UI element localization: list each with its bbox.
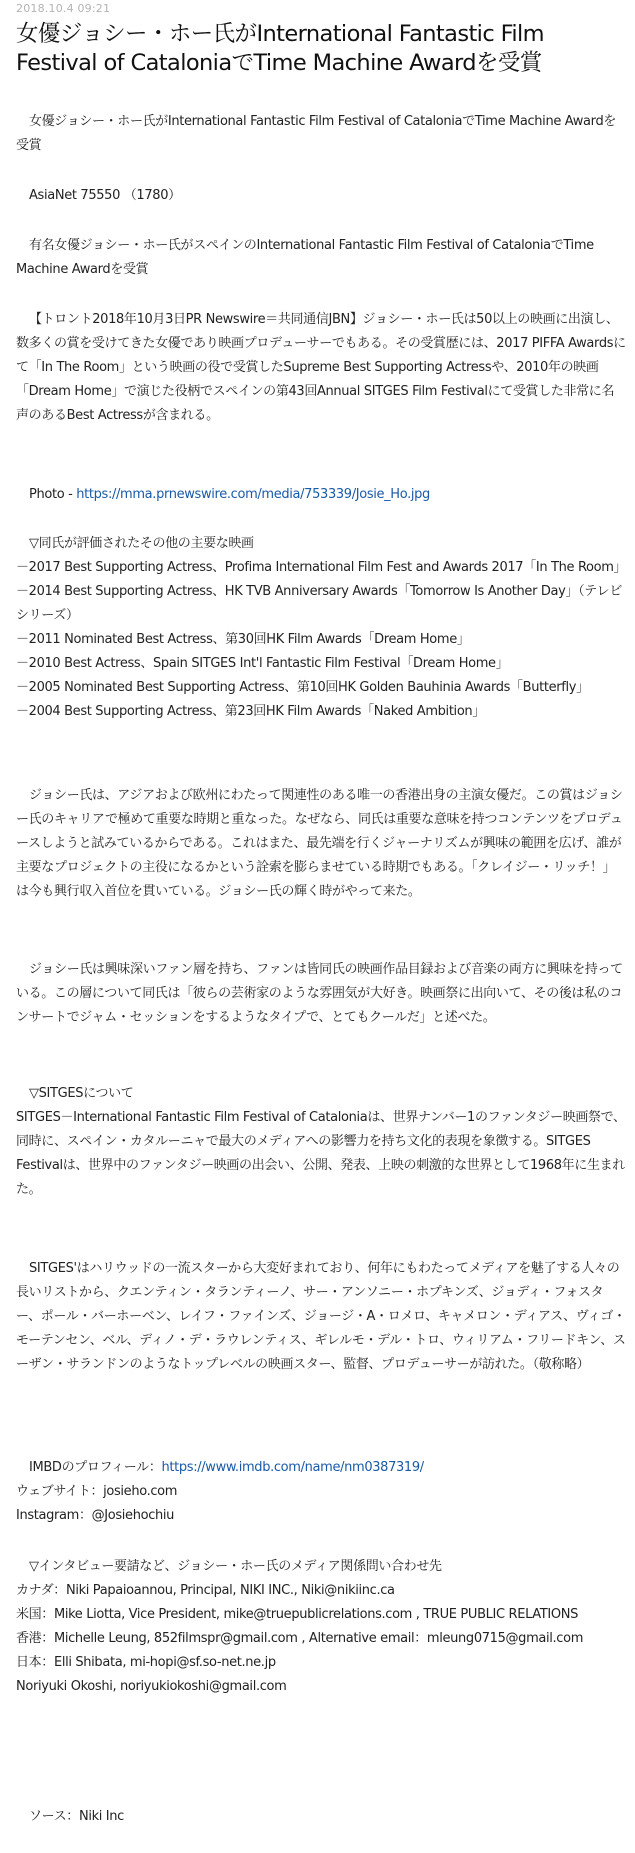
article-title: 女優ジョシー・ホー氏がInternational Fantastic Film Festival of CataloniaでTime Machine Awardを受賞 bbox=[16, 21, 544, 76]
photo-link[interactable]: https://mma.prnewswire.com/media/753339/Josie_Ho.jpg bbox=[76, 487, 430, 502]
fans-paragraph: ジョシー氏は興味深いファン層を持ち、ファンは皆同氏の映画作品目録および音楽の両方に興味を持っている。この層について同氏は「彼らの芸術家のような雰囲気が大好き。映画祭に出向いて、その後は私のコンサートでジャム・セッションをするようなタイプで、とてもクールだ」と述べた。 bbox=[16, 962, 623, 1025]
source-line: ソース：Niki Inc bbox=[29, 1809, 124, 1824]
profile-section bbox=[16, 1456, 626, 1528]
film-item: －2017 Best Supporting Actress、Profima International Film Fest and Awards 2017「In The Room」 bbox=[16, 560, 627, 575]
subhead-paragraph: 有名女優ジョシー・ホー氏がスペインのInternational Fantastic Film Festival of CataloniaでTime Machine Awardを受賞 bbox=[16, 238, 594, 277]
lead-paragraph: 女優ジョシー・ホー氏がInternational Fantastic Film Festival of CataloniaでTime Machine Awardを受賞 bbox=[16, 114, 616, 153]
contact-item: 香港：Michelle Leung, 852filmspr@gmail.com , Alternative email：mleung0715@gmail.com bbox=[16, 1631, 584, 1646]
website-line: ウェブサイト：josieho.com bbox=[16, 1484, 178, 1499]
contact-item: 日本：Elli Shibata, mi-hopi@sf.so-net.ne.jp bbox=[16, 1655, 276, 1670]
contact-item: Noriyuki Okoshi, noriyukiokoshi@gmail.com bbox=[16, 1679, 287, 1694]
films-section bbox=[16, 532, 626, 724]
film-item: －2010 Best Actress、Spain SITGES Int'l Fantastic Film Festival「Dream Home」 bbox=[16, 656, 509, 671]
intro-paragraph: 【トロント2018年10月3日PR Newswire＝共同通信JBN】ジョシー・ホー氏は50以上の映画に出演し、数多くの賞を受けてきた女優であり映画プロデューサーでもある。その受賞歴には、2017 PIFFA Awardsにて「In The Room」という映画の役で受賞したSupreme Best Supporting Actressや、2010年の映画「Dream Home」で演じた役柄でスペインの第43回Annual SITGES Film Festivalにて受賞した非常に名声のあるBest Actressが含まれる。 bbox=[16, 312, 626, 423]
career-paragraph: ジョシー氏は、アジアおよび欧州にわたって関連性のある唯一の香港出身の主演女優だ。この賞はジョシー氏のキャリアで極めて重要な時期と重なった。なぜなら、同氏は重要な意味を持つコンテンツをプロデュースしようと試みているからである。これはまた、最先端を行くジャーナリズムが興味の範囲を広げ、誰が主要なプロジェクトの主役になるかという詮索を膨らませている時期でもある。「クレイジー・リッチ！」は今も興行収入首位を貫いている。ジョシー氏の輝く時がやって来た。 bbox=[16, 788, 623, 899]
instagram-line: Instagram：@Josiehochiu bbox=[16, 1508, 175, 1523]
sitges-stars-paragraph: SITGES'はハリウッドの一流スターから大変好まれており、何年にもわたってメディアを魅了する人々の長いリストから、クエンティン・タランティーノ、サー・アンソニー・ホプキンズ、ジョディ・フォスター、ポール・バーホーベン、レイフ・ファインズ、ジョージ・A・ロメロ、キャメロン・ディアス、ヴィゴ・モーテンセン、ベル、ディノ・デ・ラウレンティス、ギレルモ・デル・トロ、ウィリアム・フリードキン、スーザン・サランドンのようなトップレベルの映画スター、監督、プロデューサーが訪れた。（敬称略） bbox=[16, 1261, 626, 1372]
contact-item: 米国：Mike Liotta, Vice President, mike@truepublicrelations.com , TRUE PUBLIC RELATIONS bbox=[16, 1607, 579, 1622]
contact-item: カナダ：Niki Papaioannou, Principal, NIKI INC., Niki@nikiinc.ca bbox=[16, 1583, 395, 1598]
film-item: －2014 Best Supporting Actress、HK TVB Anniversary Awards「Tomorrow Is Another Day」（テレビシリーズ） bbox=[16, 584, 622, 623]
film-item: －2005 Nominated Best Supporting Actress、第10回HK Golden Bauhinia Awards「Butterfly」 bbox=[16, 680, 589, 695]
imdb-link[interactable]: https://www.imdb.com/name/nm0387319/ bbox=[161, 1460, 424, 1475]
imdb-line bbox=[16, 1456, 626, 1480]
sitges-about: SITGES－International Fantastic Film Festival of Cataloniaは、世界ナンバー1のファンタジー映画祭で、同時に、スペイン・カタルーニャで最大のメディアへの影響力を持ち文化的表現を象徴する。SITGES Festivalは、世界中のファンタジー映画の出会い、公開、発表、上映の刺激的な世界として1968年に生まれた。 bbox=[16, 1110, 626, 1197]
contacts-section bbox=[16, 1555, 626, 1699]
film-item: －2004 Best Supporting Actress、第23回HK Film Awards「Naked Ambition」 bbox=[16, 704, 485, 719]
timestamp: 2018.10.4 09:21 bbox=[16, 2, 111, 15]
asianet-id: AsiaNet 75550 （1780） bbox=[29, 188, 181, 203]
photo-line bbox=[16, 483, 626, 507]
imdb-label: IMBDのプロフィール： bbox=[29, 1460, 162, 1475]
contacts-heading: ▽インタビュー要請など、ジョシー・ホー氏のメディア関係問い合わせ先 bbox=[29, 1559, 442, 1574]
sitges-section bbox=[16, 1082, 626, 1202]
film-item: －2011 Nominated Best Actress、第30回HK Film Awards「Dream Home」 bbox=[16, 632, 470, 647]
photo-label: Photo - bbox=[29, 487, 77, 502]
films-heading: ▽同氏が評価されたその他の主要な映画 bbox=[29, 536, 254, 551]
sitges-heading: ▽SITGESについて bbox=[29, 1086, 134, 1101]
